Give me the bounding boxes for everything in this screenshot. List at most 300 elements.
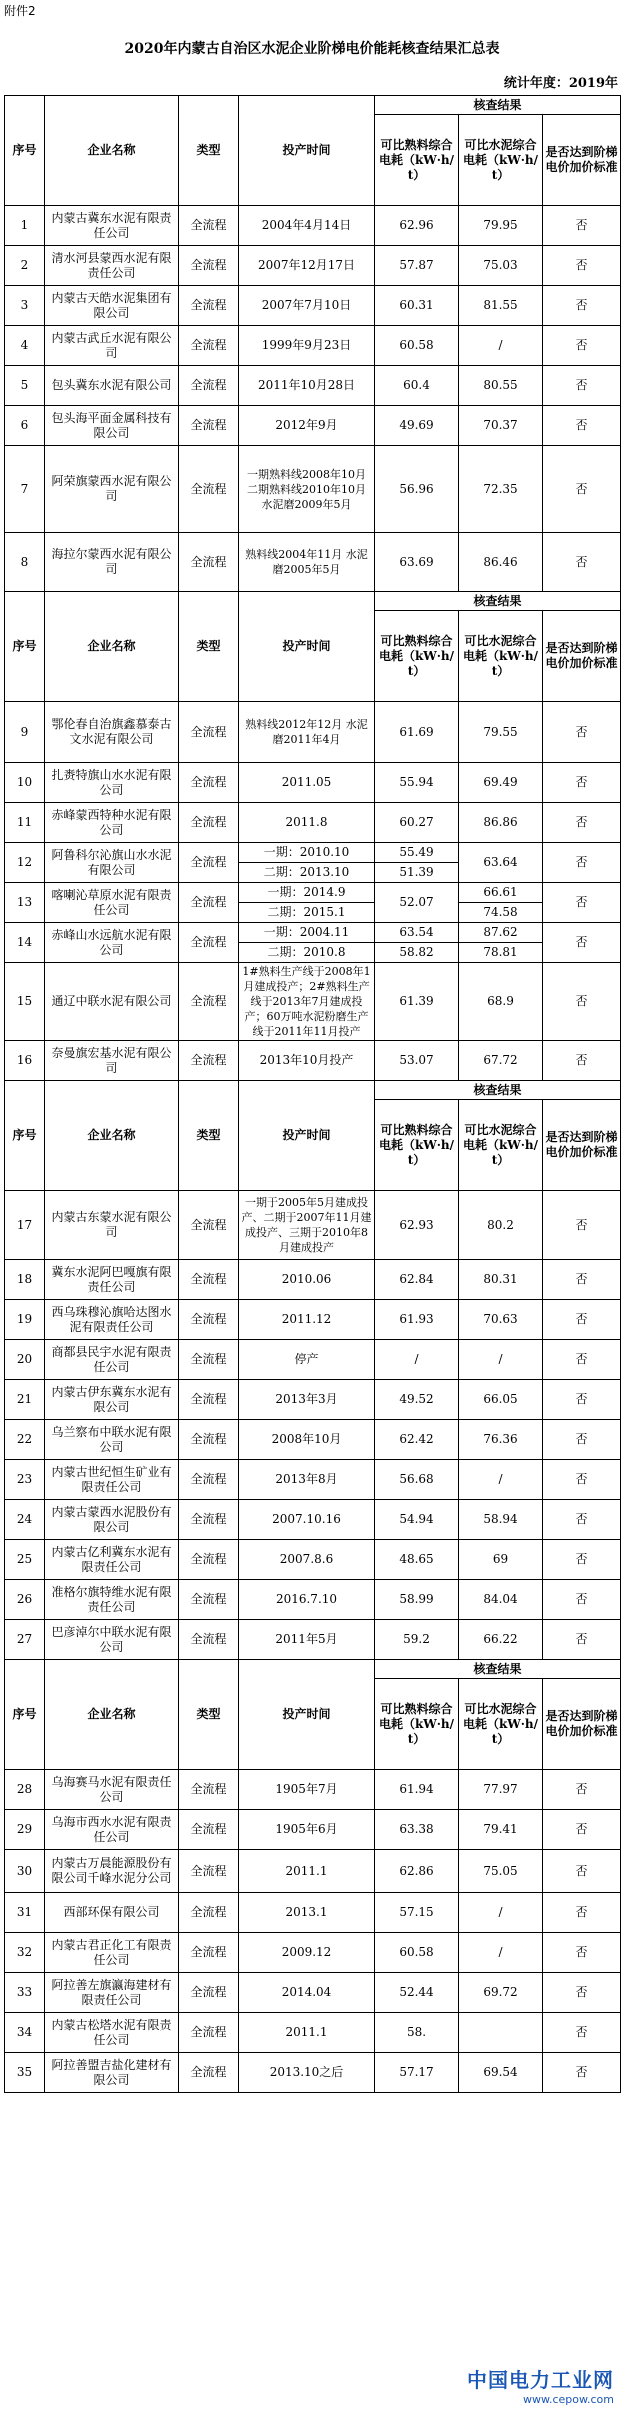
row-cement: 86.46 [459,533,543,592]
row-time: 2011.1 [239,1850,375,1893]
row-reach: 否 [543,2053,621,2093]
row-time: 2013年8月 [239,1460,375,1500]
row-company: 内蒙古武丘水泥有限公司 [45,326,179,366]
row-clinker: 60.27 [375,803,459,843]
table-row [5,1260,621,1300]
row-company: 乌海市西水水泥有限责任公司 [45,1810,179,1850]
table-row [5,1540,621,1580]
row-no: 22 [5,1420,45,1460]
stat-year: 统计年度：2019年 [503,76,618,91]
row-cement: 80.2 [459,1191,543,1260]
table-row [5,1300,621,1340]
row-no: 34 [5,2013,45,2053]
row-cement: / [459,1933,543,1973]
row-cement: 74.58 [459,903,543,923]
row-time: 2011.1 [239,2013,375,2053]
row-time: 2007.8.6 [239,1540,375,1580]
header-check: 核查结果 [375,96,621,115]
row-type: 全流程 [179,246,239,286]
header-company: 企业名称 [45,96,179,206]
row-clinker: 61.93 [375,1300,459,1340]
row-type: 全流程 [179,286,239,326]
row-no: 29 [5,1810,45,1850]
row-clinker: 60.58 [375,326,459,366]
row-no: 9 [5,702,45,763]
row-no: 15 [5,963,45,1041]
watermark-cn: 中国电力工业网 [467,2368,614,2392]
row-reach: 否 [543,963,621,1041]
row-cement: 66.22 [459,1620,543,1660]
table-row [5,1973,621,2013]
header-type: 类型 [179,1660,239,1770]
row-no: 11 [5,803,45,843]
table-row [5,803,621,843]
header-check: 核查结果 [375,592,621,611]
page-title: 2020年内蒙古自治区水泥企业阶梯电价能耗核查结果汇总表 [124,41,500,57]
row-type: 全流程 [179,963,239,1041]
header-row [5,592,621,611]
row-type: 全流程 [179,1500,239,1540]
row-clinker: 58. [375,2013,459,2053]
header-reach: 是否达到阶梯电价加价标准 [543,1679,621,1770]
row-type: 全流程 [179,1850,239,1893]
row-cement: 69.54 [459,2053,543,2093]
table-row [5,2053,621,2093]
row-type: 全流程 [179,1620,239,1660]
table-row [5,1420,621,1460]
table-row [5,206,621,246]
header-clinker: 可比熟料综合电耗（kW·h/t） [375,1679,459,1770]
header-company: 企业名称 [45,1081,179,1191]
row-type: 全流程 [179,1380,239,1420]
row-reach: 否 [543,883,621,923]
row-no: 17 [5,1191,45,1260]
row-time: 二期：2015.1 [239,903,375,923]
row-type: 全流程 [179,1810,239,1850]
row-type: 全流程 [179,1260,239,1300]
header-cement: 可比水泥综合电耗（kW·h/t） [459,115,543,206]
table-row [5,1893,621,1933]
row-company: 冀东水泥阿巴嘎旗有限责任公司 [45,1260,179,1300]
row-time: 1999年9月23日 [239,326,375,366]
row-type: 全流程 [179,1191,239,1260]
row-time: 2013年10月投产 [239,1041,375,1081]
row-cement: / [459,1460,543,1500]
row-company: 包头冀东水泥有限公司 [45,366,179,406]
table-row [5,1810,621,1850]
row-reach: 否 [543,1460,621,1500]
row-reach: 否 [543,1191,621,1260]
row-cement: 87.62 [459,923,543,943]
row-reach: 否 [543,446,621,533]
row-time: 一期熟料线2008年10月 二期熟料线2010年10月 水泥磨2009年5月 [239,446,375,533]
row-clinker: 62.42 [375,1420,459,1460]
row-company: 阿鲁科尔沁旗山水水泥有限公司 [45,843,179,883]
row-no: 25 [5,1540,45,1580]
row-time: 2013年3月 [239,1380,375,1420]
header-no: 序号 [5,96,45,206]
row-company: 内蒙古世纪恒生矿业有限责任公司 [45,1460,179,1500]
row-time: 2016.7.10 [239,1580,375,1620]
row-type: 全流程 [179,1580,239,1620]
table-row [5,366,621,406]
row-time: 2014.04 [239,1973,375,2013]
row-clinker: 60.31 [375,286,459,326]
row-reach: 否 [543,1893,621,1933]
row-no: 1 [5,206,45,246]
row-no: 13 [5,883,45,923]
row-time: 停产 [239,1340,375,1380]
row-reach: 否 [543,1620,621,1660]
table-row [5,246,621,286]
row-clinker: 56.68 [375,1460,459,1500]
row-no: 24 [5,1500,45,1540]
row-no: 32 [5,1933,45,1973]
row-company: 内蒙古蒙西水泥股份有限公司 [45,1500,179,1540]
row-cement: 78.81 [459,943,543,963]
row-cement: 63.64 [459,843,543,883]
row-type: 全流程 [179,1973,239,2013]
row-reach: 否 [543,1420,621,1460]
row-type: 全流程 [179,1770,239,1810]
header-clinker: 可比熟料综合电耗（kW·h/t） [375,1100,459,1191]
row-cement: 75.03 [459,246,543,286]
header-check: 核查结果 [375,1660,621,1679]
row-reach: 否 [543,1540,621,1580]
row-cement: 80.31 [459,1260,543,1300]
row-type: 全流程 [179,763,239,803]
row-cement: 84.04 [459,1580,543,1620]
header-cement: 可比水泥综合电耗（kW·h/t） [459,611,543,702]
row-company: 扎赉特旗山水水泥有限公司 [45,763,179,803]
row-company: 内蒙古伊东冀东水泥有限公司 [45,1380,179,1420]
row-time: 熟料线2012年12月 水泥磨2011年4月 [239,702,375,763]
header-type: 类型 [179,592,239,702]
header-no: 序号 [5,1660,45,1770]
row-cement: 77.97 [459,1770,543,1810]
row-no: 20 [5,1340,45,1380]
row-time: 二期：2013.10 [239,863,375,883]
row-clinker: 55.94 [375,763,459,803]
row-no: 27 [5,1620,45,1660]
row-cement: 79.55 [459,702,543,763]
row-type: 全流程 [179,803,239,843]
header-time: 投产时间 [239,1660,375,1770]
row-no: 2 [5,246,45,286]
row-company: 内蒙古松塔水泥有限责任公司 [45,2013,179,2053]
watermark [467,2364,614,2406]
header-reach: 是否达到阶梯电价加价标准 [543,611,621,702]
row-type: 全流程 [179,923,239,963]
table-row [5,1500,621,1540]
row-time: 2013.10之后 [239,2053,375,2093]
table-row [5,923,621,943]
header-clinker: 可比熟料综合电耗（kW·h/t） [375,115,459,206]
row-clinker: 54.94 [375,1500,459,1540]
row-reach: 否 [543,1260,621,1300]
row-type: 全流程 [179,1933,239,1973]
table-row [5,1460,621,1500]
table-row [5,1850,621,1893]
row-cement: 70.63 [459,1300,543,1340]
row-time: 2004年4月14日 [239,206,375,246]
row-type: 全流程 [179,533,239,592]
row-no: 35 [5,2053,45,2093]
row-clinker: 63.54 [375,923,459,943]
row-clinker: 48.65 [375,1540,459,1580]
row-cement: 69 [459,1540,543,1580]
table-row [5,1620,621,1660]
header-row [5,1660,621,1679]
row-type: 全流程 [179,1041,239,1081]
table-row [5,963,621,1041]
row-cement: 69.49 [459,763,543,803]
row-reach: 否 [543,246,621,286]
header-row [5,96,621,115]
row-time: 2011.12 [239,1300,375,1340]
row-reach: 否 [543,1810,621,1850]
header-no: 序号 [5,1081,45,1191]
row-no: 14 [5,923,45,963]
row-company: 内蒙古天皓水泥集团有限公司 [45,286,179,326]
row-company: 巴彦淖尔中联水泥有限公司 [45,1620,179,1660]
row-time: 2012年9月 [239,406,375,446]
row-clinker: 61.69 [375,702,459,763]
row-no: 3 [5,286,45,326]
row-no: 23 [5,1460,45,1500]
row-type: 全流程 [179,1893,239,1933]
row-no: 16 [5,1041,45,1081]
row-cement: 80.55 [459,366,543,406]
row-type: 全流程 [179,1340,239,1380]
row-no: 8 [5,533,45,592]
row-cement: 58.94 [459,1500,543,1540]
row-reach: 否 [543,286,621,326]
row-type: 全流程 [179,206,239,246]
row-company: 清水河县蒙西水泥有限责任公司 [45,246,179,286]
row-company: 海拉尔蒙西水泥有限公司 [45,533,179,592]
row-time: 2009.12 [239,1933,375,1973]
row-reach: 否 [543,1770,621,1810]
row-cement: / [459,1340,543,1380]
row-clinker: 56.96 [375,446,459,533]
row-clinker: / [375,1340,459,1380]
row-time: 一期：2004.11 [239,923,375,943]
row-reach: 否 [543,1041,621,1081]
row-clinker: 62.93 [375,1191,459,1260]
row-time: 1905年6月 [239,1810,375,1850]
row-company: 奈曼旗宏基水泥有限公司 [45,1041,179,1081]
row-reach: 否 [543,206,621,246]
row-type: 全流程 [179,1460,239,1500]
header-type: 类型 [179,1081,239,1191]
table-row [5,1041,621,1081]
row-type: 全流程 [179,1300,239,1340]
row-no: 33 [5,1973,45,2013]
results-table [4,95,621,2093]
row-type: 全流程 [179,702,239,763]
row-clinker: 52.07 [375,883,459,923]
row-reach: 否 [543,1973,621,2013]
row-company: 阿荣旗蒙西水泥有限公司 [45,446,179,533]
watermark-url: www.cepow.com [523,2393,614,2406]
row-reach: 否 [543,326,621,366]
row-company: 通辽中联水泥有限公司 [45,963,179,1041]
header-type: 类型 [179,96,239,206]
row-cement: 72.35 [459,446,543,533]
row-time: 1905年7月 [239,1770,375,1810]
header-no: 序号 [5,592,45,702]
row-time: 2013.1 [239,1893,375,1933]
row-clinker: 49.52 [375,1380,459,1420]
row-time: 2010.06 [239,1260,375,1300]
row-company: 阿拉善左旗瀛海建材有限责任公司 [45,1973,179,2013]
row-time: 一期：2010.10 [239,843,375,863]
table-row [5,702,621,763]
row-no: 7 [5,446,45,533]
row-company: 包头海平面金属科技有限公司 [45,406,179,446]
row-company: 喀喇沁草原水泥有限责任公司 [45,883,179,923]
header-company: 企业名称 [45,592,179,702]
row-reach: 否 [543,702,621,763]
row-cement: 69.72 [459,1973,543,2013]
row-type: 全流程 [179,2013,239,2053]
row-no: 18 [5,1260,45,1300]
row-company: 商都县民宇水泥有限责任公司 [45,1340,179,1380]
row-cement: 81.55 [459,286,543,326]
table-row [5,326,621,366]
row-clinker: 52.44 [375,1973,459,2013]
row-no: 28 [5,1770,45,1810]
row-reach: 否 [543,1580,621,1620]
header-time: 投产时间 [239,1081,375,1191]
row-reach: 否 [543,2013,621,2053]
row-reach: 否 [543,406,621,446]
row-company: 西乌珠穆沁旗哈达图水泥有限责任公司 [45,1300,179,1340]
row-time: 1#熟料生产线于2008年1月建成投产；2#熟料生产线于2013年7月建成投产；60万吨水泥粉磨生产线于2011年11月投产 [239,963,375,1041]
row-company: 内蒙古东蒙水泥有限公司 [45,1191,179,1260]
row-time: 2008年10月 [239,1420,375,1460]
row-no: 21 [5,1380,45,1420]
row-no: 31 [5,1893,45,1933]
row-clinker: 57.17 [375,2053,459,2093]
row-clinker: 60.58 [375,1933,459,1973]
table-row [5,843,621,863]
row-clinker: 57.15 [375,1893,459,1933]
row-clinker: 51.39 [375,863,459,883]
row-type: 全流程 [179,1420,239,1460]
row-type: 全流程 [179,406,239,446]
row-type: 全流程 [179,326,239,366]
row-cement: 79.95 [459,206,543,246]
header-time: 投产时间 [239,592,375,702]
row-clinker: 49.69 [375,406,459,446]
row-clinker: 55.49 [375,843,459,863]
row-cement: 67.72 [459,1041,543,1081]
row-cement: 66.05 [459,1380,543,1420]
row-time: 2007.10.16 [239,1500,375,1540]
row-no: 26 [5,1580,45,1620]
row-company: 乌兰察布中联水泥有限公司 [45,1420,179,1460]
row-type: 全流程 [179,883,239,923]
row-clinker: 61.39 [375,963,459,1041]
row-no: 30 [5,1850,45,1893]
header-cement: 可比水泥综合电耗（kW·h/t） [459,1679,543,1770]
row-reach: 否 [543,533,621,592]
row-clinker: 58.82 [375,943,459,963]
row-clinker: 63.38 [375,1810,459,1850]
row-cement: / [459,326,543,366]
table-row [5,883,621,903]
row-reach: 否 [543,1340,621,1380]
row-clinker: 59.2 [375,1620,459,1660]
attachment-label: 附件2 [4,4,36,18]
row-time: 2011年5月 [239,1620,375,1660]
header-reach: 是否达到阶梯电价加价标准 [543,1100,621,1191]
row-type: 全流程 [179,1540,239,1580]
row-company: 赤峰山水远航水泥有限公司 [45,923,179,963]
row-type: 全流程 [179,843,239,883]
row-company: 内蒙古万晨能源股份有限公司千峰水泥分公司 [45,1850,179,1893]
table-row [5,1580,621,1620]
row-company: 内蒙古亿利冀东水泥有限责任公司 [45,1540,179,1580]
header-time: 投产时间 [239,96,375,206]
row-time: 2011.8 [239,803,375,843]
row-cement: 86.86 [459,803,543,843]
row-company: 准格尔旗特维水泥有限责任公司 [45,1580,179,1620]
row-time: 二期：2010.8 [239,943,375,963]
row-company: 鄂伦春自治旗鑫慕泰古文水泥有限公司 [45,702,179,763]
row-cement [459,2013,543,2053]
row-time: 2007年7月10日 [239,286,375,326]
row-cement: 79.41 [459,1810,543,1850]
row-no: 10 [5,763,45,803]
row-company: 内蒙古君正化工有限责任公司 [45,1933,179,1973]
header-clinker: 可比熟料综合电耗（kW·h/t） [375,611,459,702]
row-time: 熟料线2004年11月 水泥磨2005年5月 [239,533,375,592]
table-row [5,1380,621,1420]
row-clinker: 62.84 [375,1260,459,1300]
table-row [5,286,621,326]
header-company: 企业名称 [45,1660,179,1770]
row-type: 全流程 [179,366,239,406]
row-time: 2011年10月28日 [239,366,375,406]
row-no: 4 [5,326,45,366]
header-cement: 可比水泥综合电耗（kW·h/t） [459,1100,543,1191]
table-row [5,533,621,592]
row-clinker: 62.96 [375,206,459,246]
row-cement: 68.9 [459,963,543,1041]
table-row [5,763,621,803]
row-reach: 否 [543,843,621,883]
row-reach: 否 [543,1933,621,1973]
row-company: 内蒙古冀东水泥有限责任公司 [45,206,179,246]
table-row [5,1770,621,1810]
row-reach: 否 [543,366,621,406]
table-row [5,1340,621,1380]
row-cement: 75.05 [459,1850,543,1893]
row-clinker: 61.94 [375,1770,459,1810]
row-reach: 否 [543,803,621,843]
row-no: 6 [5,406,45,446]
row-time: 一期：2014.9 [239,883,375,903]
table-row [5,446,621,533]
row-time: 一期于2005年5月建成投产、二期于2007年11月建成投产、三期于2010年8月建成投产 [239,1191,375,1260]
table-row [5,2013,621,2053]
header-reach: 是否达到阶梯电价加价标准 [543,115,621,206]
row-company: 赤峰蒙西特种水泥有限公司 [45,803,179,843]
row-clinker: 62.86 [375,1850,459,1893]
